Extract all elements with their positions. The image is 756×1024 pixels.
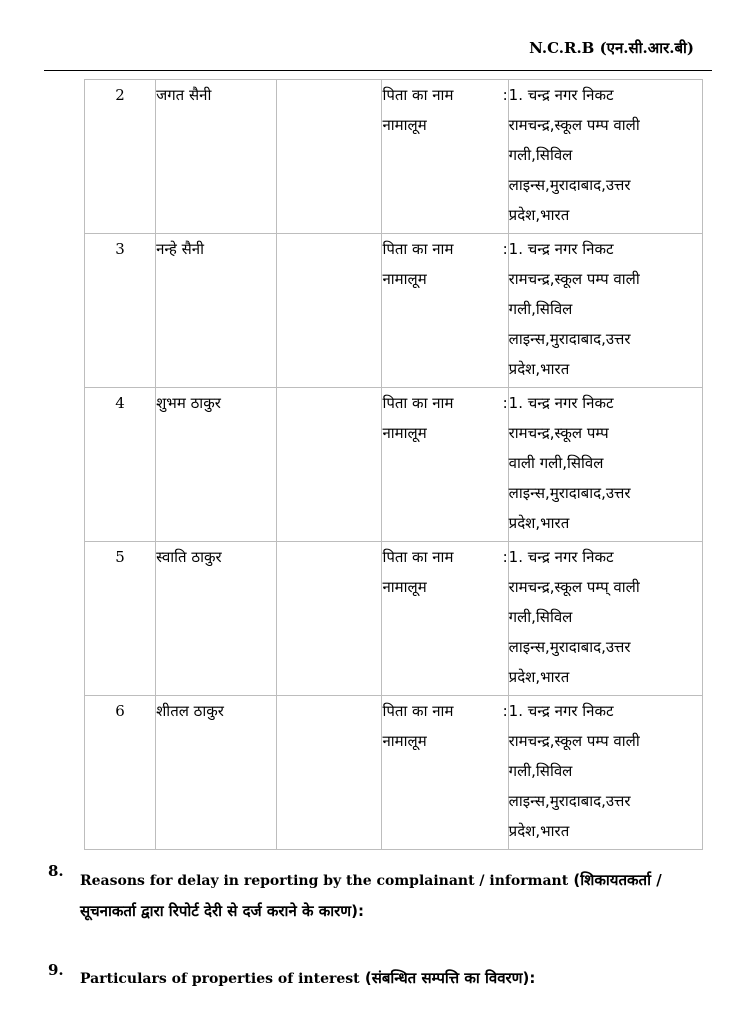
relation-line [382,696,507,726]
relation-value: नामालूम [382,732,427,750]
address-line: 1. चन्द्र नगर निकट [508,548,614,566]
empty-cell [277,80,382,234]
address-line: रामचन्द्र,स्कूल पम्प् वाली [508,578,640,596]
address-cell [508,542,702,696]
address-line: प्रदेश,भारत [508,206,570,224]
address-line: रामचन्द्र,स्कूल पम्प [508,424,609,442]
address-line: 1. चन्द्र नगर निकट [508,702,614,720]
accused-name: जगत सैनी [156,86,212,104]
name-cell [156,234,277,388]
page-header: N.C.R.B (एन.सी.आर.बी) [529,39,694,57]
relation-cell [382,696,508,850]
address-line: गली,सिविल [508,608,573,626]
address-cell [508,696,702,850]
serial-number: 3 [115,240,125,258]
section-title-hindi: (संबन्धित सम्पत्ति का विवरण): [364,969,536,987]
serial-cell [85,542,156,696]
empty-cell [277,388,382,542]
relation-cell [382,388,508,542]
table-row [85,542,703,696]
relation-line [382,234,507,264]
address-line: 1. चन्द्र नगर निकट [508,86,614,104]
relation-label: पिता का नाम [382,702,454,720]
accused-name: शीतल ठाकुर [156,702,224,720]
name-cell [156,80,277,234]
name-cell [156,542,277,696]
header-rule [44,70,712,71]
table-row [85,388,703,542]
address-line: रामचन्द्र,स्कूल पम्प वाली [508,116,640,134]
relation-label: पिता का नाम [382,240,454,258]
relation-value: नामालूम [382,424,427,442]
relation-label: पिता का नाम [382,86,454,104]
serial-number: 4 [115,394,125,412]
address-line: लाइन्स,मुरादाबाद,उत्तर [508,484,631,502]
address-line: प्रदेश,भारत [508,822,570,840]
relation-separator: : [502,548,508,566]
address-line: लाइन्स,मुरादाबाद,उत्तर [508,638,631,656]
relation-cell [382,80,508,234]
section-number: 9. [48,961,64,979]
empty-cell [277,696,382,850]
relation-line [382,388,507,418]
section-title-english: Particulars of properties of interest [80,971,360,987]
address-line: वाली गली,सिविल [508,454,604,472]
address-line: प्रदेश,भारत [508,514,570,532]
serial-number: 5 [115,548,125,566]
relation-separator: : [502,394,508,412]
address-line: गली,सिविल [508,762,573,780]
relation-separator: : [502,702,508,720]
relation-line [382,80,507,110]
serial-cell [85,234,156,388]
relation-separator: : [502,240,508,258]
address-line: 1. चन्द्र नगर निकट [508,394,614,412]
address-cell [508,80,702,234]
address-line: प्रदेश,भारत [508,360,570,378]
name-cell [156,696,277,850]
section-title [80,963,720,994]
accused-name: स्वाति ठाकुर [156,548,222,566]
address-line: रामचन्द्र,स्कूल पम्प वाली [508,732,640,750]
section-title-hindi-1: (शिकायतकर्ता / [573,871,662,889]
relation-separator: : [502,86,508,104]
relation-label: पिता का नाम [382,548,454,566]
empty-cell [277,542,382,696]
relation-label: पिता का नाम [382,394,454,412]
section-number: 8. [48,862,64,880]
accused-table [84,79,703,850]
table-row [85,80,703,234]
relation-cell [382,234,508,388]
address-line: रामचन्द्र,स्कूल पम्प वाली [508,270,640,288]
relation-value: नामालूम [382,578,427,596]
address-cell [508,388,702,542]
address-line: गली,सिविल [508,146,573,164]
relation-value: नामालूम [382,116,427,134]
address-line: प्रदेश,भारत [508,668,570,686]
section-title-english: Reasons for delay in reporting by the complainant / informant [80,873,569,889]
address-line: लाइन्स,मुरादाबाद,उत्तर [508,792,631,810]
address-line: गली,सिविल [508,300,573,318]
address-cell [508,234,702,388]
serial-cell [85,696,156,850]
serial-number: 6 [115,702,125,720]
address-line: लाइन्स,मुरादाबाद,उत्तर [508,330,631,348]
accused-name: नन्हे सैनी [156,240,205,258]
table-row [85,696,703,850]
relation-cell [382,542,508,696]
address-line: 1. चन्द्र नगर निकट [508,240,614,258]
accused-name: शुभम ठाकुर [156,394,221,412]
section-title [80,865,720,926]
serial-cell [85,388,156,542]
serial-cell [85,80,156,234]
section-title-hindi-2: सूचनाकर्ता द्वारा रिपोर्ट देरी से दर्ज कराने के कारण): [80,902,364,920]
serial-number: 2 [115,86,125,104]
table-row [85,234,703,388]
name-cell [156,388,277,542]
address-line: लाइन्स,मुरादाबाद,उत्तर [508,176,631,194]
empty-cell [277,234,382,388]
relation-line [382,542,507,572]
relation-value: नामालूम [382,270,427,288]
